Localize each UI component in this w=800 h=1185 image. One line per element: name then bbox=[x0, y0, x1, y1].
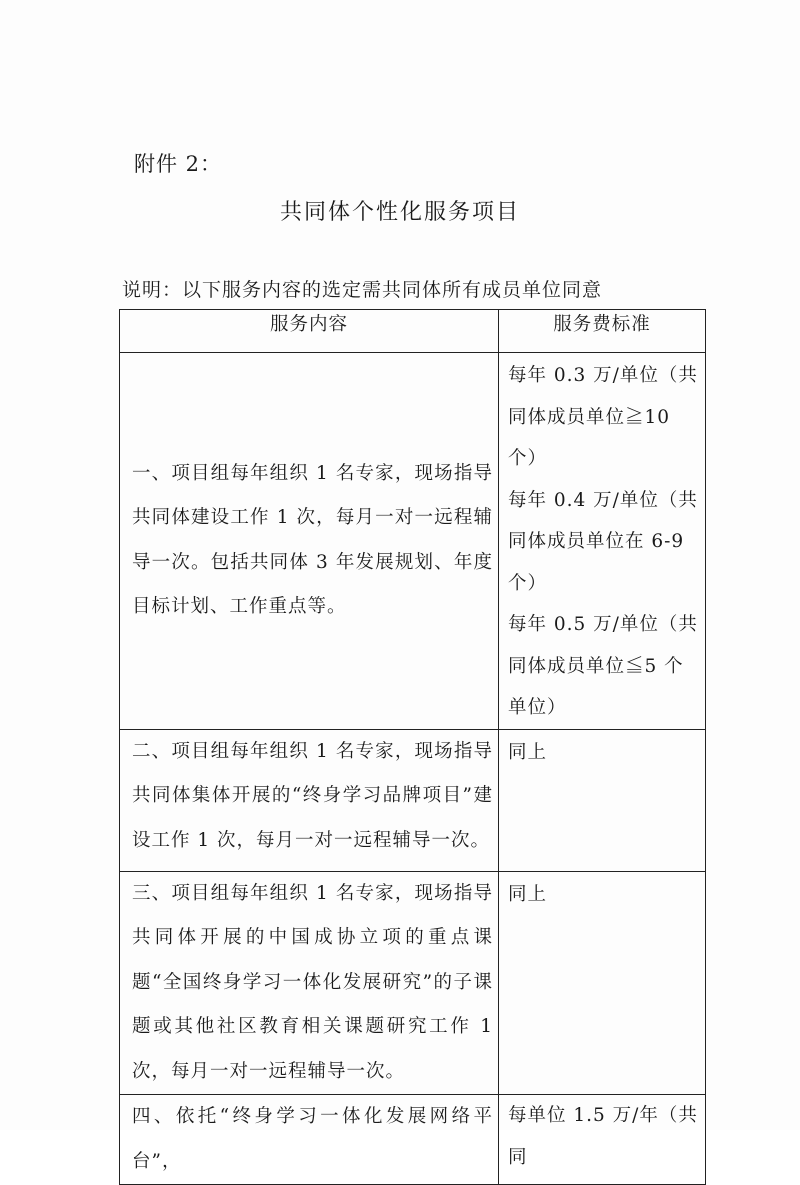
fee-line: 每年 0.5 万/单位（共同体成员单位≦5 个单位） bbox=[508, 614, 698, 718]
header-content: 服务内容 bbox=[120, 310, 499, 353]
table-header-row bbox=[120, 310, 706, 353]
fee-line: 每年 0.3 万/单位（共同体成员单位≧10 个） bbox=[508, 365, 698, 469]
fee-line: 每年 0.4 万/单位（共同体成员单位在 6-9 个） bbox=[508, 489, 698, 594]
row-content: 三、项目组每年组织 1 名专家，现场指导共同体开展的中国成协立项的重点课题“全国终身学习一体化发展研究”的子课题或其他社区教育相关课题研究工作 1 次，每月一对一远程辅导一次。 bbox=[120, 871, 499, 1095]
document-title: 共同体个性化服务项目 bbox=[279, 200, 520, 225]
row-fee bbox=[499, 353, 706, 730]
row-fee: 同上 bbox=[499, 871, 706, 1095]
table-row bbox=[120, 1095, 706, 1185]
table-row bbox=[120, 353, 706, 730]
row-content: 二、项目组每年组织 1 名专家，现场指导共同体集体开展的“终身学习品牌项目”建设工作 1 次，每月一对一远程辅导一次。 bbox=[120, 729, 499, 871]
attachment-label: 附件 2： bbox=[134, 152, 223, 176]
row-fee: 每单位 1.5 万/年（共同 bbox=[499, 1095, 706, 1185]
header-fee: 服务费标准 bbox=[499, 310, 706, 353]
row-content: 一、项目组每年组织 1 名专家，现场指导共同体建设工作 1 次，每月一对一远程辅导一次。包括共同体 3 年发展规划、年度目标计划、工作重点等。 bbox=[120, 353, 499, 730]
document-note: 说明：以下服务内容的选定需共同体所有成员单位同意 bbox=[122, 279, 603, 301]
table-row bbox=[120, 871, 706, 1095]
row-content: 四、依托“终身学习一体化发展网络平台”， bbox=[120, 1095, 499, 1185]
table-row bbox=[120, 729, 706, 871]
row-fee: 同上 bbox=[499, 729, 706, 871]
services-table bbox=[119, 309, 706, 1185]
